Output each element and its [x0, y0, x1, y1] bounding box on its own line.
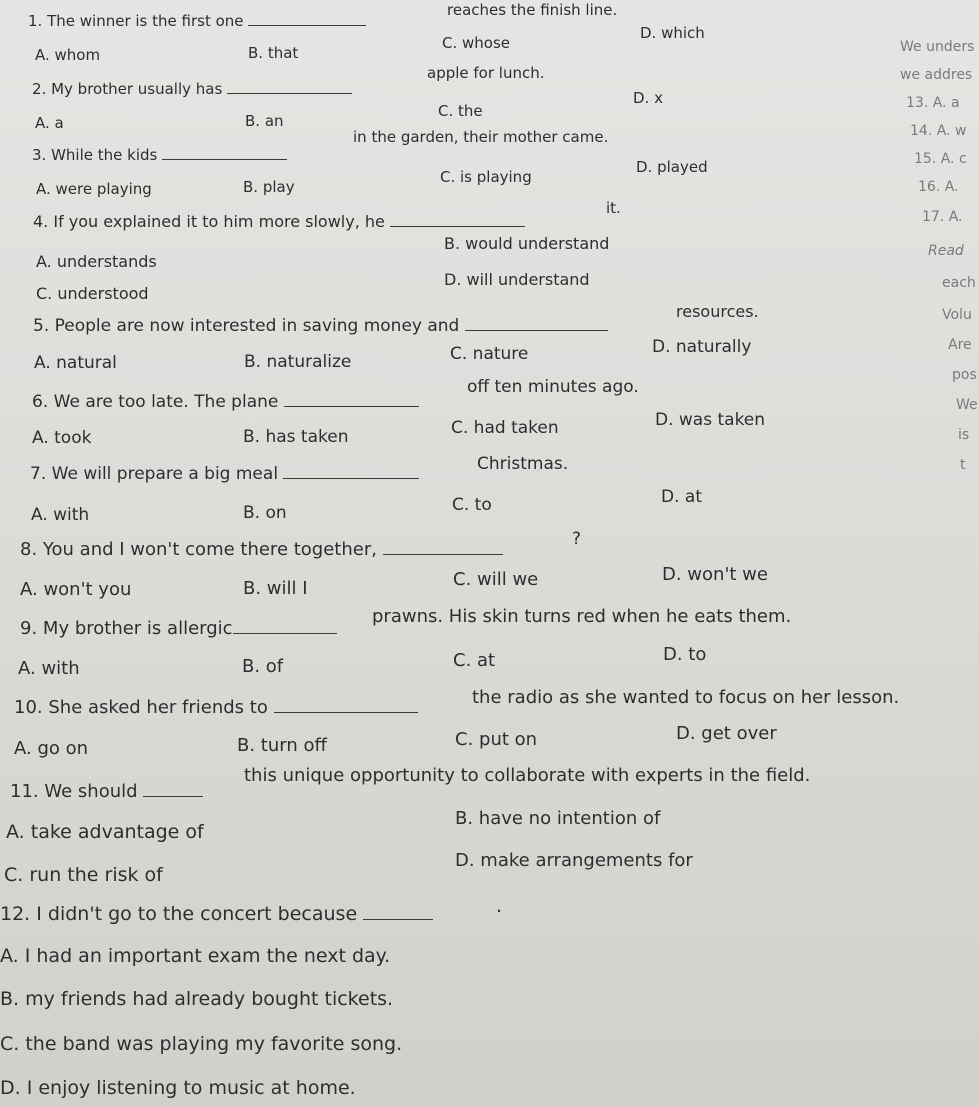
option-a: A. won't you — [20, 579, 132, 600]
option-b: B. an — [245, 112, 284, 130]
option-c: C. the band was playing my favorite song. — [0, 1033, 403, 1055]
option-d: D. naturally — [652, 337, 752, 357]
question-2-tail: apple for lunch. — [427, 64, 545, 82]
option-d: D. get over — [676, 723, 777, 744]
question-1-stem: 1. The winner is the first one — [28, 14, 366, 29]
margin-text: 14. A. w — [910, 123, 967, 139]
question-number: 5. — [33, 316, 50, 336]
option-c: C. is playing — [440, 168, 532, 186]
question-5-tail: resources. — [676, 302, 759, 321]
option-a: A. whom — [35, 46, 101, 64]
question-8-stem: 8. You and I won't come there together, — [20, 541, 503, 559]
option-b: B. of — [242, 656, 284, 677]
question-number: 6. — [32, 392, 49, 412]
margin-text: 13. A. a — [906, 95, 960, 111]
question-number: 12. — [0, 903, 31, 925]
option-a: A. with — [18, 658, 80, 679]
question-number: 4. — [33, 212, 49, 231]
option-d: D. which — [640, 24, 705, 42]
question-number: 8. — [20, 539, 38, 560]
question-number: 1. — [28, 12, 43, 30]
margin-text: Volu — [942, 307, 972, 323]
option-c: C. whose — [442, 34, 511, 52]
question-7-stem: 7. We will prepare a big meal — [30, 466, 419, 483]
option-a: A. took — [32, 428, 92, 448]
question-number: 9. — [20, 618, 38, 639]
option-b: B. on — [243, 503, 287, 523]
option-c: C. to — [452, 495, 492, 515]
question-4-stem: 4. If you explained it to him more slowly, he — [33, 214, 525, 230]
margin-text: t — [960, 457, 966, 473]
option-b: B. that — [248, 44, 299, 62]
option-d: D. at — [661, 487, 702, 507]
option-c: C. at — [453, 650, 496, 671]
question-5-stem: 5. People are now interested in saving money and — [33, 318, 608, 335]
option-b: B. play — [243, 178, 295, 196]
option-a: A. with — [31, 505, 90, 525]
question-number: 10. — [14, 697, 43, 718]
margin-text: each — [942, 275, 976, 291]
margin-text: Are — [948, 337, 972, 353]
margin-text: 17. A. — [922, 209, 963, 225]
option-c: C. put on — [455, 729, 538, 750]
option-c: C. will we — [453, 569, 539, 590]
question-8-tail: ? — [572, 529, 582, 549]
option-c: C. run the risk of — [4, 864, 163, 886]
option-b: B. would understand — [444, 234, 610, 253]
question-number: 7. — [30, 464, 47, 484]
question-12-tail: . — [496, 895, 503, 917]
option-d: D. x — [633, 89, 663, 107]
question-6-stem: 6. We are too late. The plane — [32, 394, 419, 411]
option-c: C. had taken — [451, 418, 559, 438]
question-12-stem: 12. I didn't go to the concert because — [0, 905, 433, 924]
margin-text: is — [958, 427, 970, 443]
option-b: B. will I — [243, 578, 308, 599]
option-a: A. natural — [34, 353, 117, 373]
option-a: A. a — [35, 114, 64, 132]
margin-text: Read — [928, 243, 964, 259]
option-a: A. I had an important exam the next day. — [0, 945, 391, 967]
margin-text: pos — [952, 367, 977, 383]
option-b: B. turn off — [237, 735, 327, 756]
option-d: D. to — [663, 644, 707, 665]
option-a: A. go on — [14, 738, 89, 759]
margin-text: We unders — [900, 39, 975, 55]
option-a: A. take advantage of — [6, 821, 204, 843]
answer-blank — [227, 92, 352, 94]
question-11-stem: 11. We should — [10, 783, 203, 801]
answer-blank — [162, 158, 287, 160]
answer-blank — [363, 918, 433, 920]
option-d: D. make arrangements for — [455, 850, 693, 871]
question-9-tail: prawns. His skin turns red when he eats them. — [372, 606, 792, 627]
question-2-stem: 2. My brother usually has — [32, 82, 352, 97]
question-10-tail: the radio as she wanted to focus on her lesson. — [472, 687, 900, 708]
option-b: B. has taken — [243, 427, 349, 447]
answer-blank — [465, 329, 608, 331]
option-c: C. nature — [450, 344, 529, 364]
question-number: 11. — [10, 781, 39, 802]
option-c: C. the — [438, 102, 483, 120]
option-c: C. understood — [36, 284, 149, 303]
question-number: 2. — [32, 80, 47, 98]
option-a: A. were playing — [36, 180, 152, 198]
question-number: 3. — [32, 146, 47, 164]
option-d: D. I enjoy listening to music at home. — [0, 1077, 356, 1099]
question-6-tail: off ten minutes ago. — [467, 377, 639, 397]
question-10-stem: 10. She asked her friends to — [14, 699, 418, 717]
option-b: B. my friends had already bought tickets. — [0, 988, 394, 1010]
question-1-tail: reaches the finish line. — [447, 1, 618, 19]
margin-text: 16. A. — [918, 179, 959, 195]
question-9-stem: 9. My brother is allergic — [20, 620, 337, 638]
question-3-tail: in the garden, their mother came. — [353, 128, 609, 146]
answer-blank — [248, 24, 366, 26]
answer-blank — [284, 405, 419, 407]
option-d: D. will understand — [444, 270, 590, 289]
option-d: D. was taken — [655, 410, 766, 430]
option-b: B. naturalize — [244, 352, 352, 372]
answer-blank — [233, 632, 337, 634]
answer-blank — [390, 225, 525, 227]
answer-blank — [274, 711, 418, 713]
answer-blank — [283, 477, 419, 479]
margin-text: We — [956, 397, 978, 413]
question-4-tail: it. — [606, 199, 621, 217]
option-d: D. won't we — [662, 564, 768, 585]
option-b: B. have no intention of — [455, 808, 661, 829]
option-d: D. played — [636, 158, 708, 176]
margin-text: we addres — [900, 67, 973, 83]
question-7-tail: Christmas. — [477, 454, 569, 474]
option-a: A. understands — [36, 252, 157, 271]
answer-blank — [143, 795, 203, 797]
question-3-stem: 3. While the kids — [32, 148, 287, 163]
answer-blank — [383, 553, 503, 555]
margin-text: 15. A. c — [914, 151, 967, 167]
question-11-tail: this unique opportunity to collaborate with experts in the field. — [244, 765, 811, 786]
